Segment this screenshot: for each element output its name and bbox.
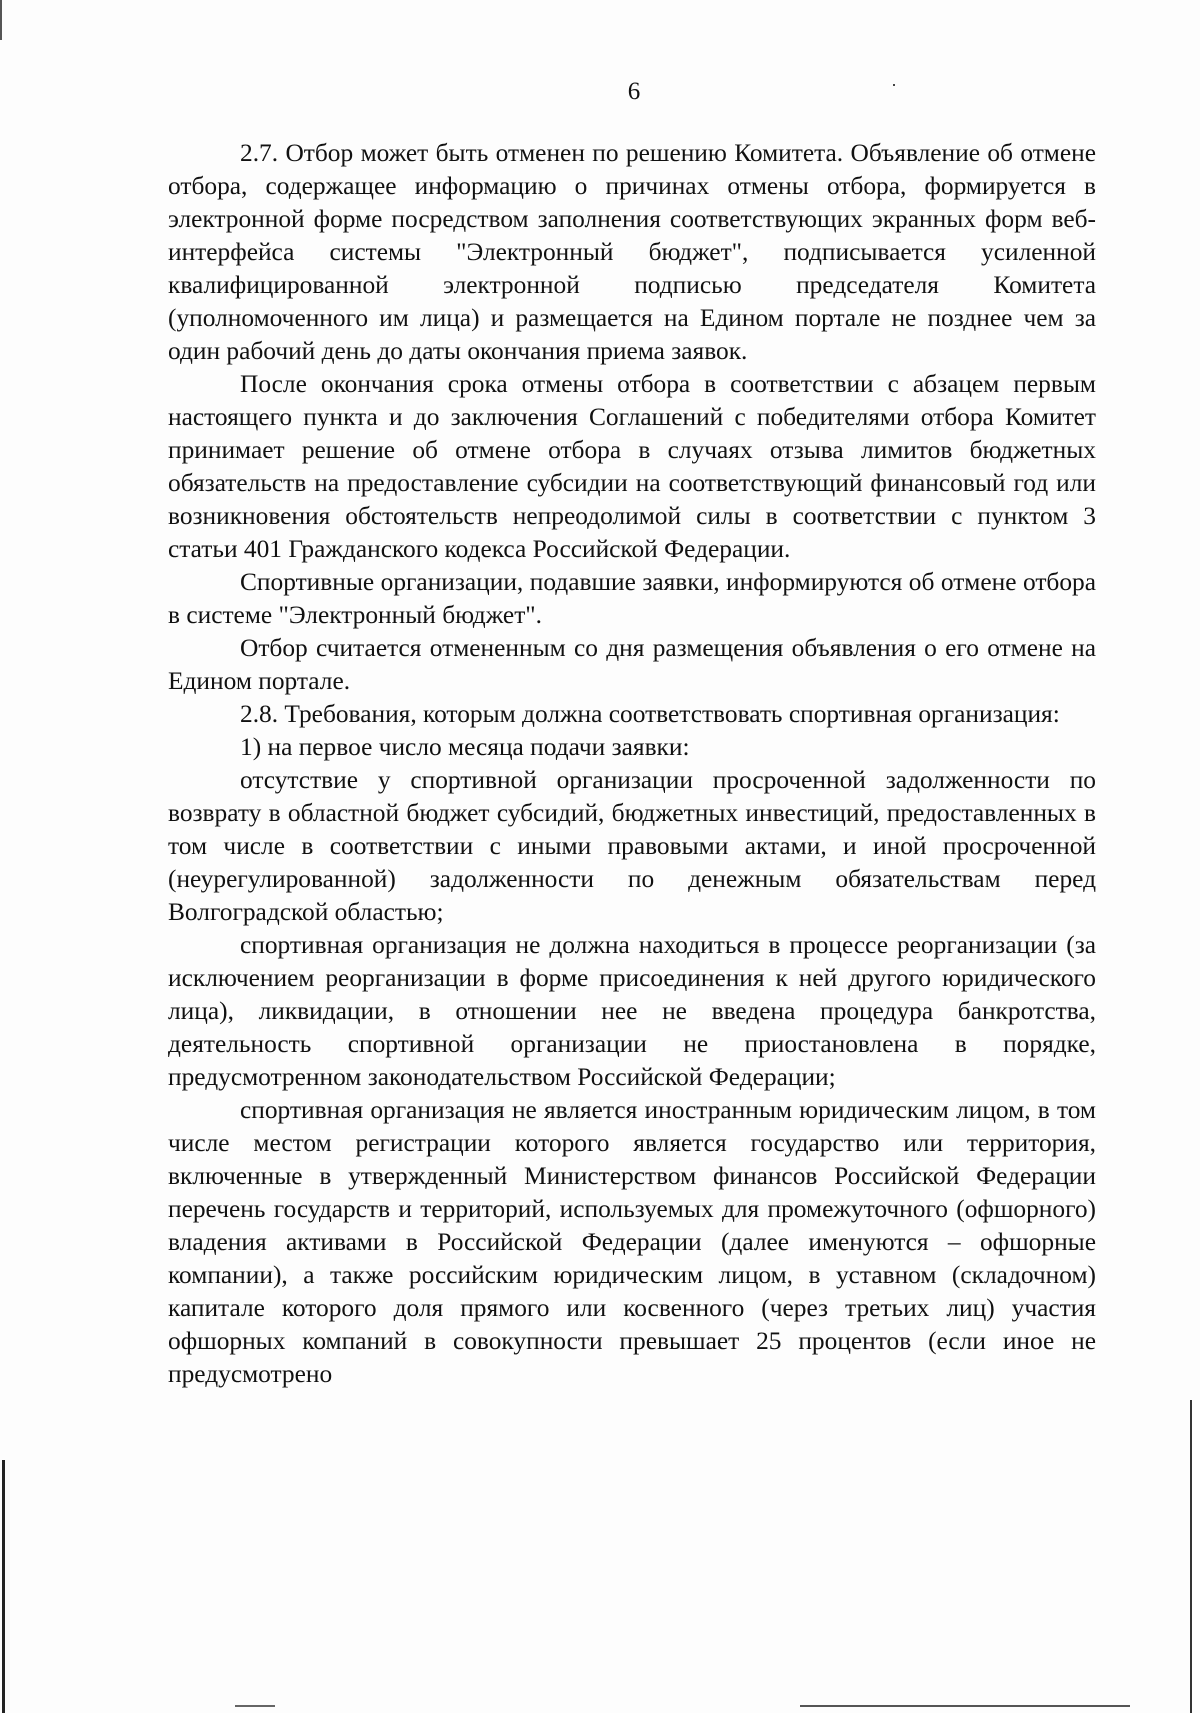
- paragraph: спортивная организация не должна находиться в процессе реорганизации (за исключением реорганизации в форме присоединения к ней другого юридического лица), ликвидации, в отношении нее не введена процедура банкротства, деятельность спортивной организации не приостановлена в порядке, предусмотренном законодательством Российской Федерации;: [168, 931, 1096, 1091]
- paragraph: 1) на первое число месяца подачи заявки:: [240, 733, 690, 761]
- paragraph: отсутствие у спортивной организации просроченной задолженности по возврату в областной бюджет субсидий, бюджетных инвестиций, предоставленных в том числе в соответствии с иными правовыми актами, и иной просроченной (неурегулированной) задолженности по денежным обязательствам перед Волгоградской областью;: [168, 766, 1096, 926]
- paragraph: После окончания срока отмены отбора в соответствии с абзацем первым настоящего пункта и до заключения Соглашений с победителями отбора Комитет принимает решение об отмене отбора в случаях отзыва лимитов бюджетных обязательств на предоставление субсидии на соответствующий финансовый год или возникновения обстоятельств непреодолимой силы в соответствии с пунктом 3 статьи 401 Гражданского кодекса Российской Федерации.: [168, 370, 1096, 563]
- scan-artifact: [0, 0, 2, 40]
- scan-artifact: [800, 1705, 1130, 1707]
- page-number: 6: [627, 78, 641, 105]
- scan-artifact: [235, 1705, 275, 1707]
- scan-artifact: [2, 1460, 5, 1713]
- scan-artifact: [1190, 1400, 1192, 1713]
- paragraph: Спортивные организации, подавшие заявки, информируются об отмене отбора в системе "Электронный бюджет".: [168, 568, 1096, 629]
- document-body: [168, 137, 1096, 1391]
- paragraph: спортивная организация не является иностранным юридическим лицом, в том числе местом регистрации которого является государство или территория, включенные в утвержденный Министерством финансов Российской Федерации перечень государств и территорий, используемых для промежуточного (офшорного) владения активами в Российской Федерации (далее именуются – офшорные компании), а также российским юридическим лицом, в уставном (складочном) капитале которого доля прямого или косвенного (через третьих лиц) участия офшорных компаний в совокупности превышает 25 процентов (если иное не предусмотрено: [168, 1096, 1096, 1388]
- paragraph: 2.7. Отбор может быть отменен по решению Комитета. Объявление об отмене отбора, содержащее информацию о причинах отмены отбора, формируется в электронной форме посредством заполнения соответствующих экранных форм веб-интерфейса системы "Электронный бюджет", подписывается усиленной квалифицированной электронной подписью председателя Комитета (уполномоченного им лица) и размещается на Едином портале не позднее чем за один рабочий день до даты окончания приема заявок.: [168, 139, 1096, 365]
- paragraph: 2.8. Требования, которым должна соответствовать спортивная организация:: [240, 700, 1060, 728]
- paragraph: Отбор считается отмененным со дня размещения объявления о его отмене на Едином портале.: [168, 634, 1096, 695]
